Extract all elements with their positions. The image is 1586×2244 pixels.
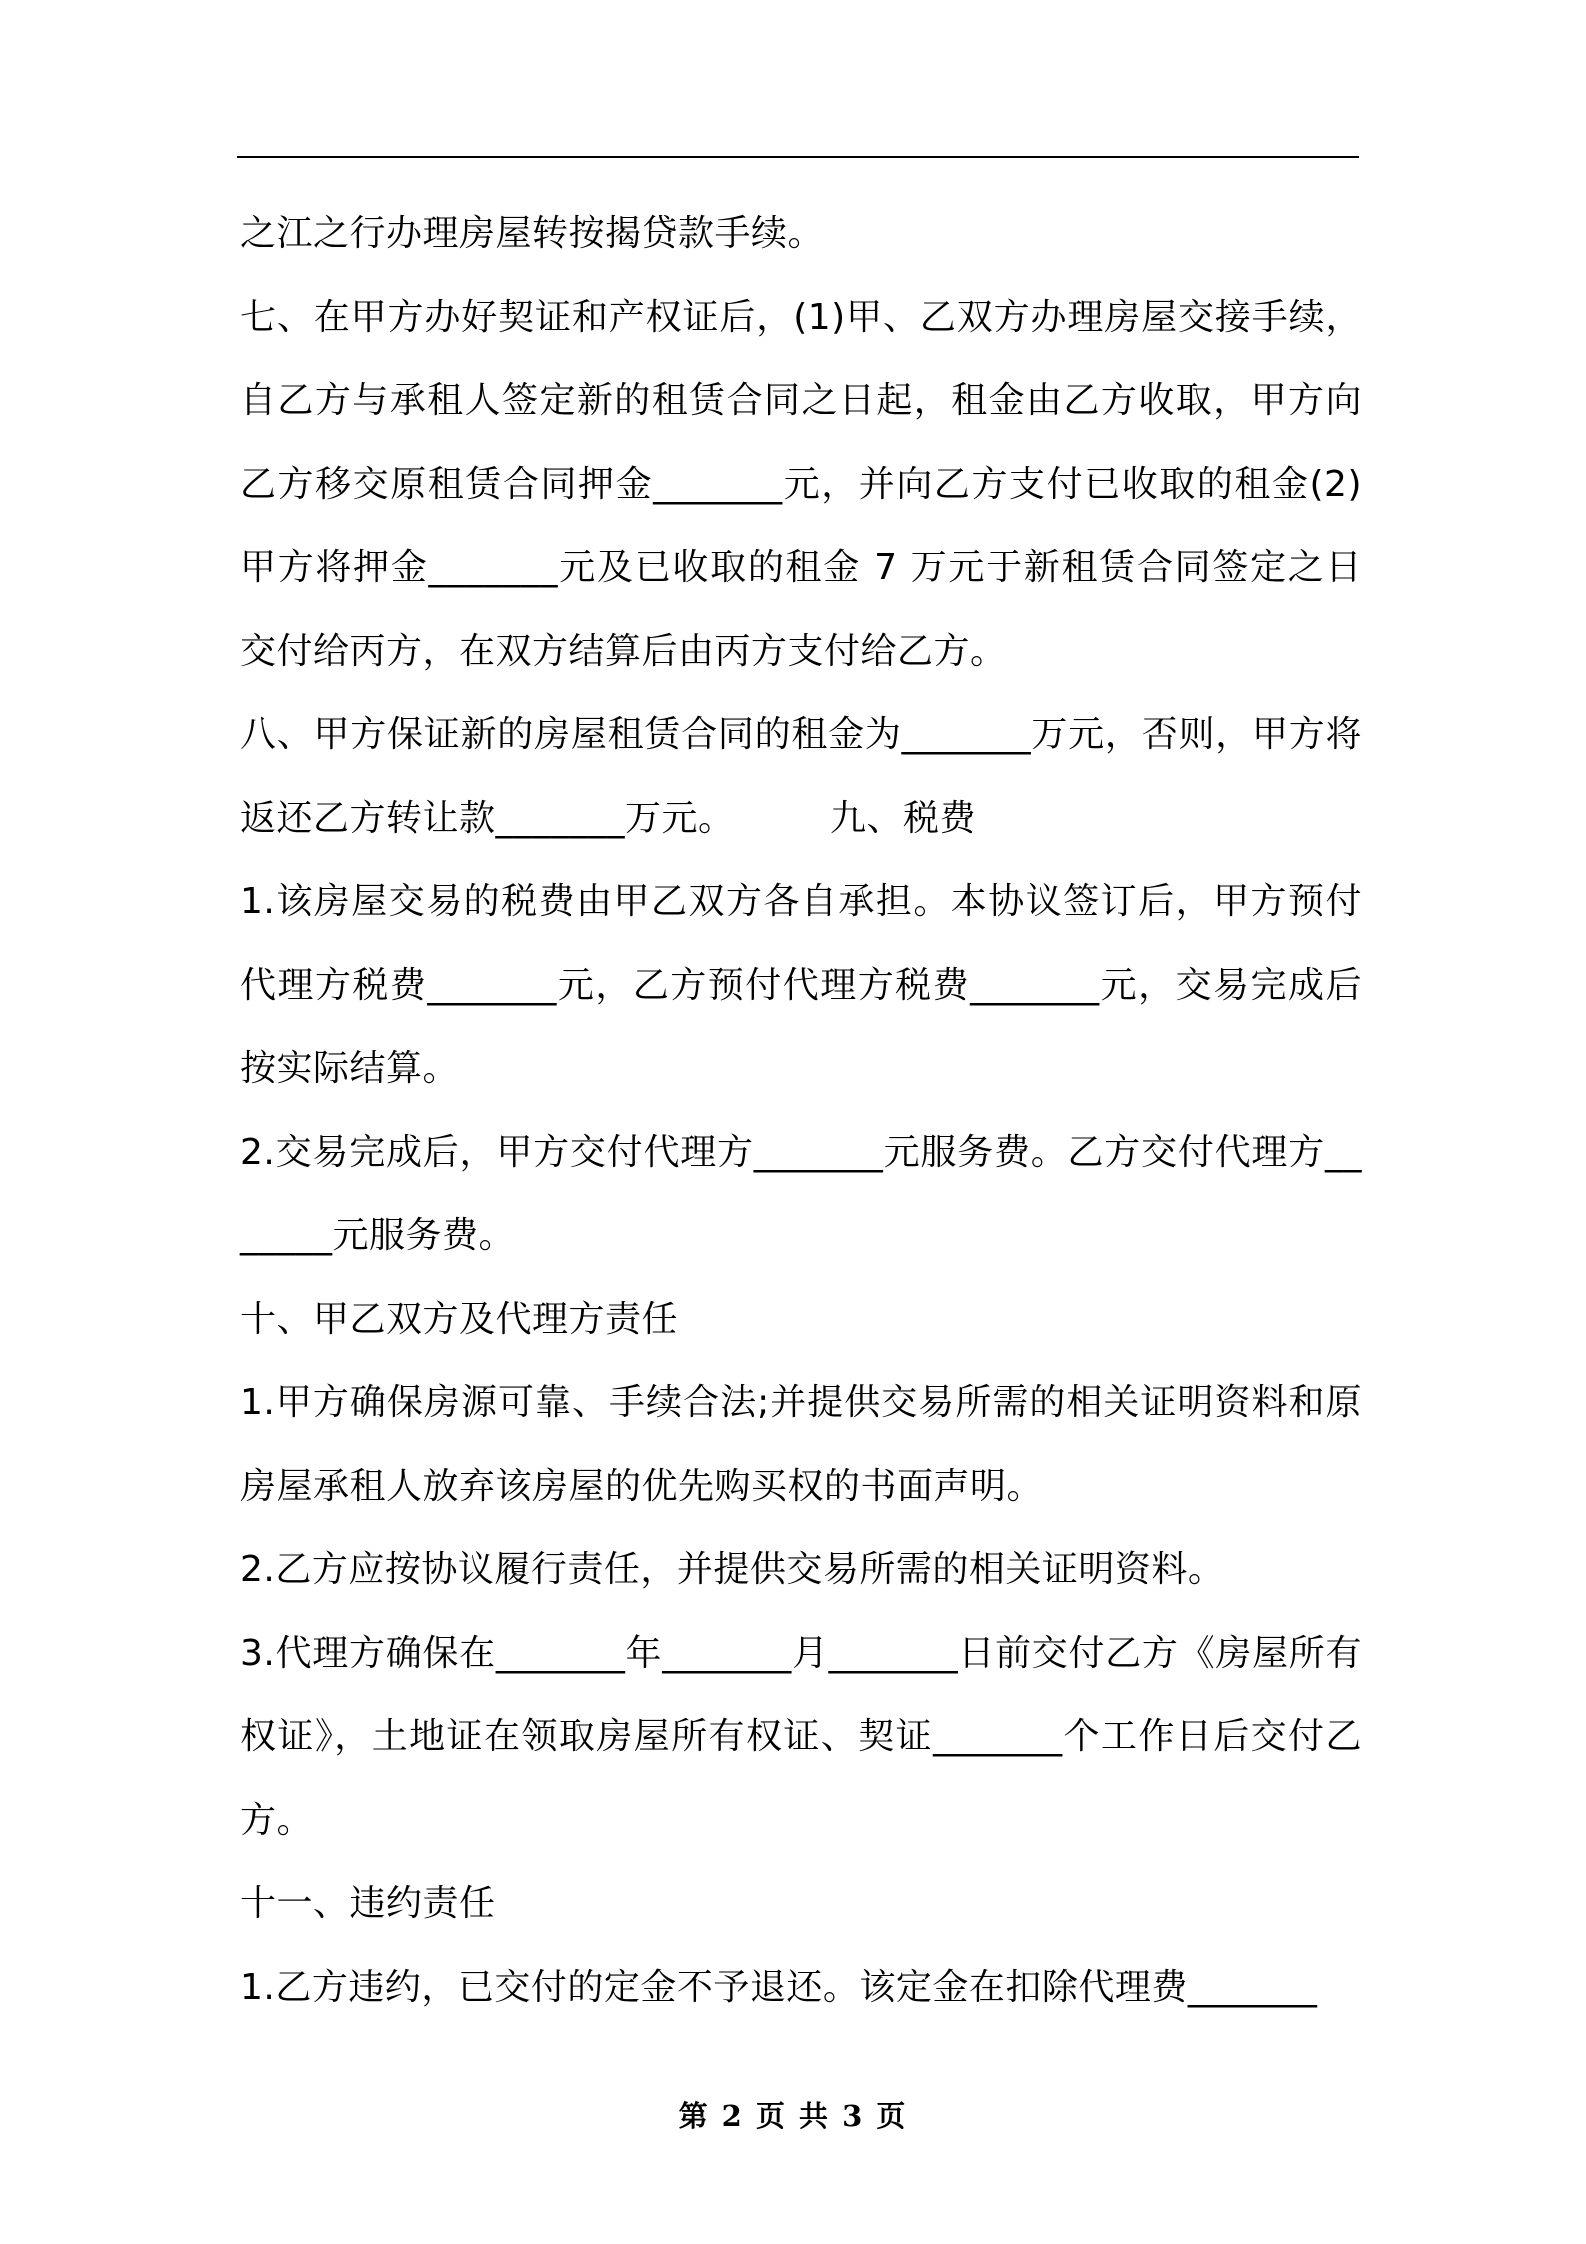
paragraph-section-8: 八、甲方保证新的房屋租赁合同的租金为_______万元，否则，甲方将返还乙方转让款_______万元。 九、税费 <box>240 714 1362 839</box>
paragraph-duty-3: 3.代理方确保在_______年_______月_______日前交付乙方《房屋所有权证》，土地证在领取房屋所有权证、契证_______个工作日后交付乙方。 <box>240 1632 1362 1841</box>
document-body <box>240 192 1362 2029</box>
paragraph-continuation: 之江之行办理房屋转按揭贷款手续。 <box>240 213 825 254</box>
paragraph-duty-1: 1.甲方确保房源可靠、手续合法;并提供交易所需的相关证明资料和原房屋承租人放弃该房屋的优先购买权的书面声明。 <box>240 1382 1362 1507</box>
header-rule <box>237 156 1359 158</box>
page-number-footer: 第 2 页 共 3 页 <box>678 2099 908 2133</box>
paragraph-breach-1: 1.乙方违约，已交付的定金不予退还。该定金在扣除代理费_______ <box>240 1966 1318 2008</box>
paragraph-duty-2: 2.乙方应按协议履行责任，并提供交易所需的相关证明资料。 <box>240 1549 1225 1590</box>
paragraph-tax-2: 2.交易完成后，甲方交付代理方_______元服务费。乙方交付代理方_______元服务费。 <box>240 1131 1362 1256</box>
paragraph-tax-1: 1.该房屋交易的税费由甲乙双方各自承担。本协议签订后，甲方预付代理方税费_______元，乙方预付代理方税费_______元，交易完成后按实际结算。 <box>240 881 1362 1089</box>
paragraph-section-7: 七、在甲方办好契证和产权证后，(1)甲、乙双方办理房屋交接手续，自乙方与承租人签定新的租赁合同之日起，租金由乙方收取，甲方向乙方移交原租赁合同押金_______元，并向乙方支付已收取的租金(2)甲方将押金_______元及已收取的租金 7 万元于新租赁合同签定之日交付给丙方，在双方结算后由丙方支付给乙方。 <box>240 296 1362 672</box>
heading-section-11: 十一、违约责任 <box>240 1883 496 1924</box>
heading-section-10: 十、甲乙双方及代理方责任 <box>240 1298 679 1340</box>
